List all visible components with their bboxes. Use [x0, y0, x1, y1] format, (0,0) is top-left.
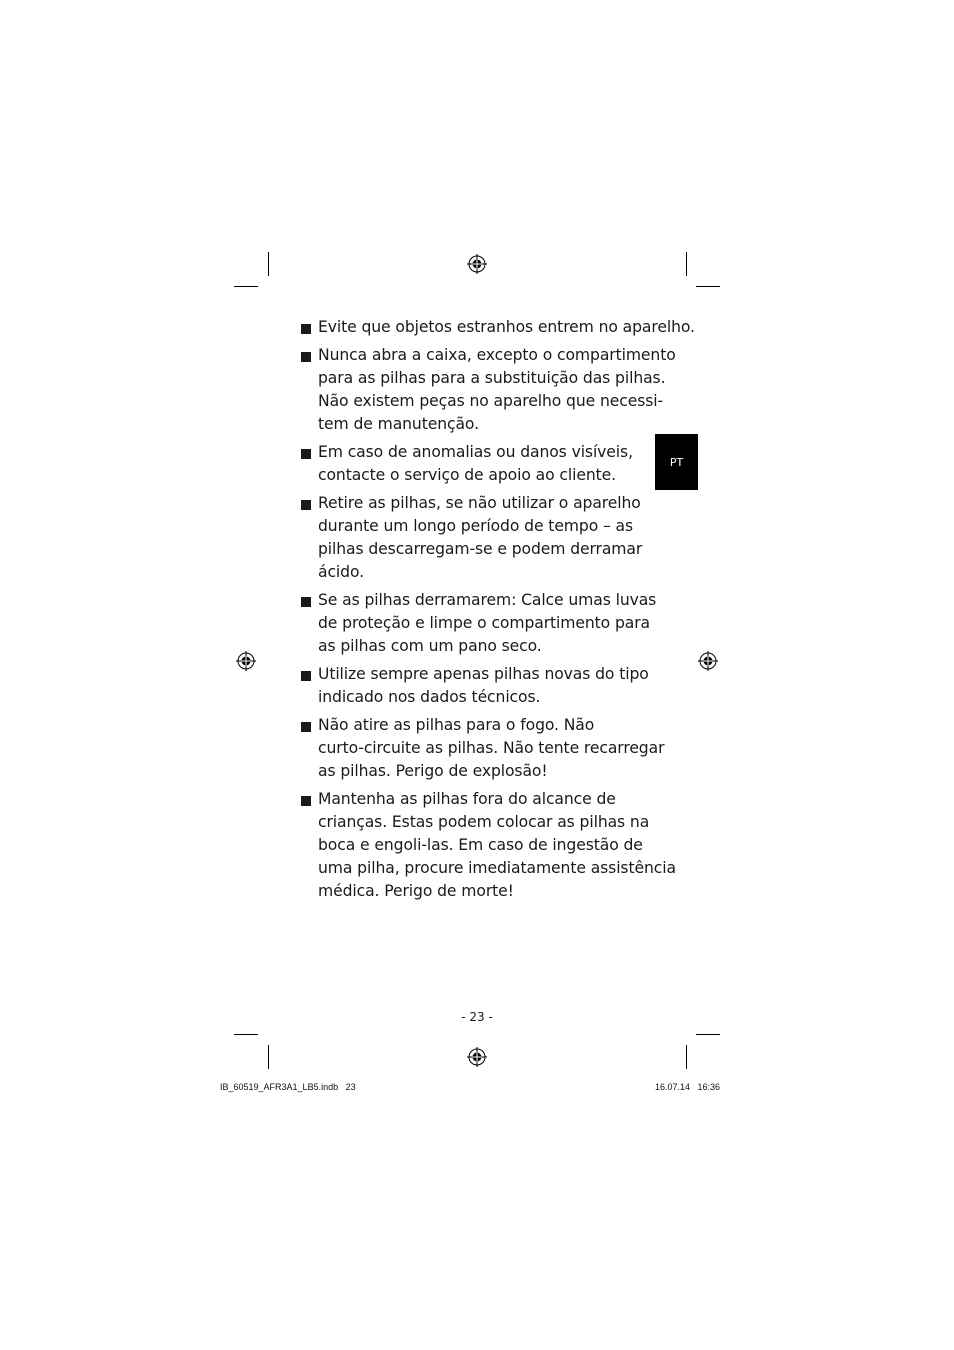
- crop-mark-top-right-horizontal: [696, 286, 720, 287]
- square-bullet-icon: [301, 500, 311, 510]
- list-item-text-line: uma pilha, procure imediatamente assistência: [318, 859, 676, 878]
- square-bullet-icon: [301, 671, 311, 681]
- list-item-text-line: durante um longo período de tempo – as: [318, 516, 634, 535]
- list-item: [300, 316, 695, 339]
- square-bullet-icon: [301, 796, 311, 806]
- footer-file-info: IB_60519_AFR3A1_LB5.indb 23: [220, 1082, 356, 1092]
- language-tab-label: PT: [669, 455, 684, 469]
- list-item: [300, 441, 656, 487]
- list-item-text-line: indicado nos dados técnicos.: [318, 688, 541, 706]
- registration-mark-icon: [467, 1047, 487, 1067]
- list-item-text-line: para as pilhas para a substituição das pilhas.: [318, 368, 666, 387]
- list-item: [300, 714, 665, 784]
- crop-mark-top-left-vertical: [268, 252, 269, 276]
- list-item-text-line: Nunca abra a caixa, excepto o compartimento: [318, 345, 676, 364]
- list-item-text-line: as pilhas com um pano seco.: [318, 637, 542, 656]
- list-item-text-line: Mantenha as pilhas fora do alcance de: [318, 789, 616, 808]
- crop-mark-bottom-right-vertical: [686, 1045, 687, 1069]
- list-item-text-line: médica. Perigo de morte!: [318, 882, 514, 901]
- list-item-text-line: Não existem peças no aparelho que necessi-: [318, 392, 664, 410]
- list-item: [300, 788, 676, 904]
- list-item: [300, 344, 676, 437]
- registration-mark-icon: [236, 651, 256, 671]
- square-bullet-icon: [301, 324, 311, 334]
- list-item: [300, 589, 656, 659]
- list-item-text-line: curto-circuite as pilhas. Não tente recarregar: [318, 738, 665, 757]
- registration-mark-icon: [467, 254, 487, 274]
- list-item-text-line: contacte o serviço de apoio ao cliente.: [318, 466, 616, 484]
- list-item: [300, 492, 656, 585]
- crop-mark-top-left-horizontal: [234, 286, 258, 287]
- list-item-text-line: as pilhas. Perigo de explosão!: [318, 762, 548, 780]
- registration-mark-icon: [698, 651, 718, 671]
- list-item-text-line: crianças. Estas podem colocar as pilhas na: [318, 812, 650, 831]
- list-item-text-line: Utilize sempre apenas pilhas novas do tipo: [318, 664, 649, 683]
- list-item-text-line: Se as pilhas derramarem: Calce umas luvas: [318, 590, 657, 609]
- square-bullet-icon: [301, 722, 311, 732]
- list-item-text-line: boca e engoli-las. Em caso de ingestão de: [318, 836, 643, 854]
- crop-mark-bottom-left-horizontal: [234, 1034, 258, 1035]
- list-item-text-line: Retire as pilhas, se não utilizar o aparelho: [318, 493, 641, 512]
- list-item: [300, 663, 656, 709]
- list-item-text-line: Em caso de anomalias ou danos visíveis,: [318, 442, 633, 461]
- language-tab: [655, 434, 698, 490]
- list-item-text-line: pilhas descarregam-se e podem derramar: [318, 540, 643, 558]
- list-item-text-line: Evite que objetos estranhos entrem no aparelho.: [318, 318, 695, 336]
- crop-mark-bottom-right-horizontal: [696, 1034, 720, 1035]
- crop-mark-bottom-left-vertical: [268, 1045, 269, 1069]
- safety-instructions-list: [300, 316, 695, 908]
- list-item-text-line: Não atire as pilhas para o fogo. Não: [318, 715, 595, 734]
- footer-date-info: 16.07.14 16:36: [655, 1082, 721, 1092]
- page-number: - 23 -: [461, 1010, 493, 1024]
- square-bullet-icon: [301, 449, 311, 459]
- list-item-text-line: tem de manutenção.: [318, 415, 479, 434]
- square-bullet-icon: [301, 597, 311, 607]
- list-item-text-line: de proteção e limpe o compartimento para: [318, 614, 650, 632]
- crop-mark-top-right-vertical: [686, 252, 687, 276]
- list-item-text-line: ácido.: [318, 563, 364, 582]
- square-bullet-icon: [301, 352, 311, 362]
